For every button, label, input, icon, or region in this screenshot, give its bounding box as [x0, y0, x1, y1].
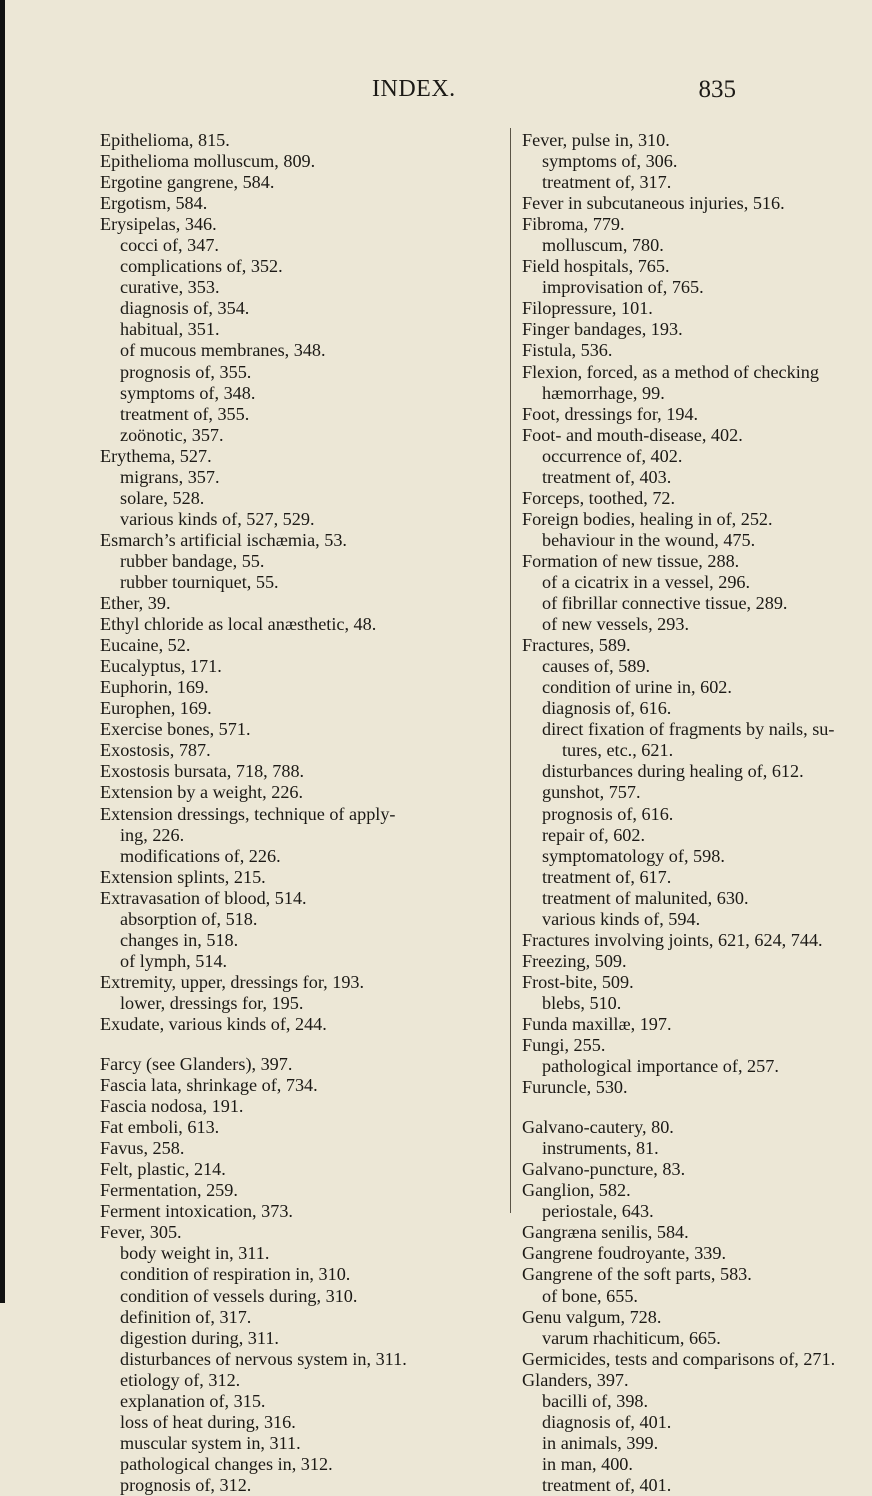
index-subentry: treatment of, 317.: [542, 172, 672, 193]
index-entry: Genu valgum, 728.: [522, 1306, 662, 1327]
index-subentry: in man, 400.: [542, 1453, 633, 1474]
index-entry: Gangrene of the soft parts, 583.: [522, 1264, 752, 1285]
index-entry: Gangræna senilis, 584.: [522, 1222, 689, 1243]
index-entry: Exostosis bursata, 718, 788.: [100, 761, 305, 782]
index-subentry: treatment of, 401.: [542, 1474, 672, 1495]
page-edge-shadow: [0, 0, 5, 1303]
index-subentry: tures, etc., 621.: [562, 740, 674, 761]
index-entry: Fermentation, 259.: [100, 1180, 238, 1201]
index-entry: Fungi, 255.: [522, 1035, 606, 1056]
index-entry: Flexion, forced, as a method of checking: [522, 361, 819, 382]
index-subentry: pathological importance of, 257.: [542, 1056, 779, 1077]
index-subentry: complications of, 352.: [120, 256, 283, 277]
index-entry: Glanders, 397.: [522, 1369, 629, 1390]
index-entry: Foot- and mouth-disease, 402.: [522, 424, 743, 445]
index-subentry: definition of, 317.: [120, 1306, 252, 1327]
index-entry: Eucaine, 52.: [100, 635, 191, 656]
index-entry: Ergotism, 584.: [100, 193, 208, 214]
index-subentry: of a cicatrix in a vessel, 296.: [542, 571, 751, 592]
index-entry: Germicides, tests and comparisons of, 271.: [522, 1348, 836, 1369]
index-subentry: migrans, 357.: [120, 466, 220, 487]
index-entry: Farcy (see Glanders), 397.: [100, 1054, 293, 1075]
index-entry: Erythema, 527.: [100, 445, 212, 466]
index-entry: Galvano-cautery, 80.: [522, 1117, 674, 1138]
index-entry: Fistula, 536.: [522, 340, 613, 361]
index-subentry: direct fixation of fragments by nails, su-: [542, 719, 835, 740]
index-subentry: prognosis of, 616.: [542, 803, 674, 824]
index-subentry: rubber bandage, 55.: [120, 550, 265, 571]
index-subentry: causes of, 589.: [542, 656, 651, 677]
index-subentry: condition of urine in, 602.: [542, 677, 732, 698]
index-subentry: body weight in, 311.: [120, 1243, 270, 1264]
index-subentry: zoönotic, 357.: [120, 424, 224, 445]
index-subentry: explanation of, 315.: [120, 1390, 266, 1411]
index-entry: Exostosis, 787.: [100, 740, 211, 761]
index-subentry: periostale, 643.: [542, 1201, 654, 1222]
index-subentry: varum rhachiticum, 665.: [542, 1327, 721, 1348]
index-subentry: changes in, 518.: [120, 929, 239, 950]
index-entry: Favus, 258.: [100, 1138, 185, 1159]
index-entry: Fractures involving joints, 621, 624, 744.: [522, 929, 823, 950]
index-subentry: bacilli of, 398.: [542, 1390, 649, 1411]
index-entry: Field hospitals, 765.: [522, 256, 670, 277]
index-entry: Extravasation of blood, 514.: [100, 887, 307, 908]
index-subentry: treatment of, 355.: [120, 403, 250, 424]
index-subentry: diagnosis of, 616.: [542, 698, 672, 719]
index-entry: Ether, 39.: [100, 593, 171, 614]
index-subentry: of bone, 655.: [542, 1285, 638, 1306]
page-header: [0, 76, 800, 110]
index-entry: Ganglion, 582.: [522, 1180, 631, 1201]
index-entry: Ethyl chloride as local anæsthetic, 48.: [100, 614, 377, 635]
page-number: 835: [698, 76, 736, 103]
index-entry: Exudate, various kinds of, 244.: [100, 1013, 327, 1034]
index-subentry: instruments, 81.: [542, 1138, 659, 1159]
index-entry: Filopressure, 101.: [522, 298, 653, 319]
index-subentry: prognosis of, 312.: [120, 1474, 252, 1495]
index-entry: Exercise bones, 571.: [100, 719, 251, 740]
index-subentry: behaviour in the wound, 475.: [542, 529, 756, 550]
index-entry: Eucalyptus, 171.: [100, 656, 222, 677]
index-entry: Ferment intoxication, 373.: [100, 1201, 293, 1222]
index-subentry: various kinds of, 594.: [542, 908, 701, 929]
index-subentry: habitual, 351.: [120, 319, 220, 340]
index-subentry: solare, 528.: [120, 487, 205, 508]
index-subentry: treatment of, 617.: [542, 866, 672, 887]
index-entry: Ergotine gangrene, 584.: [100, 172, 275, 193]
index-column-left: [100, 130, 508, 1496]
index-subentry: etiology of, 312.: [120, 1369, 241, 1390]
index-entry: Erysipelas, 346.: [100, 214, 217, 235]
index-subentry: absorption of, 518.: [120, 908, 258, 929]
index-entry: Extension splints, 215.: [100, 866, 266, 887]
index-entry: Formation of new tissue, 288.: [522, 550, 740, 571]
index-entry: Forceps, toothed, 72.: [522, 487, 676, 508]
index-subentry: hæmorrhage, 99.: [542, 382, 665, 403]
index-subentry: symptomatology of, 598.: [542, 845, 725, 866]
index-subentry: ing, 226.: [120, 824, 185, 845]
index-subentry: of lymph, 514.: [120, 950, 228, 971]
index-subentry: disturbances during healing of, 612.: [542, 761, 804, 782]
index-subentry: pathological changes in, 312.: [120, 1453, 333, 1474]
index-subentry: condition of respiration in, 310.: [120, 1264, 351, 1285]
index-entry: Foot, dressings for, 194.: [522, 403, 699, 424]
column-divider: [510, 128, 511, 1213]
index-subentry: various kinds of, 527, 529.: [120, 508, 315, 529]
index-subentry: in animals, 399.: [542, 1432, 659, 1453]
index-column-right: [522, 130, 872, 1496]
index-subentry: curative, 353.: [120, 277, 220, 298]
index-entry: Fractures, 589.: [522, 635, 631, 656]
index-subentry: condition of vessels during, 310.: [120, 1285, 358, 1306]
index-subentry: rubber tourniquet, 55.: [120, 571, 279, 592]
index-subentry: improvisation of, 765.: [542, 277, 704, 298]
index-subentry: prognosis of, 355.: [120, 361, 252, 382]
index-entry: Fibroma, 779.: [522, 214, 625, 235]
index-subentry: blebs, 510.: [542, 992, 622, 1013]
index-entry: Fever in subcutaneous injuries, 516.: [522, 193, 785, 214]
index-entry: Extension by a weight, 226.: [100, 782, 304, 803]
index-subentry: diagnosis of, 401.: [542, 1411, 672, 1432]
index-subentry: disturbances of nervous system in, 311.: [120, 1348, 407, 1369]
index-subentry: repair of, 602.: [542, 824, 646, 845]
index-subentry: gunshot, 757.: [542, 782, 641, 803]
index-entry: Extension dressings, technique of apply-: [100, 803, 396, 824]
index-subentry: cocci of, 347.: [120, 235, 219, 256]
index-entry: Fever, 305.: [100, 1222, 182, 1243]
index-subentry: muscular system in, 311.: [120, 1432, 301, 1453]
index-subentry: lower, dressings for, 195.: [120, 992, 304, 1013]
index-entry: Gangrene foudroyante, 339.: [522, 1243, 727, 1264]
index-subentry: of fibrillar connective tissue, 289.: [542, 593, 788, 614]
index-entry: Foreign bodies, healing in of, 252.: [522, 508, 773, 529]
index-entry: Funda maxillæ, 197.: [522, 1013, 672, 1034]
index-entry: Europhen, 169.: [100, 698, 212, 719]
index-subentry: symptoms of, 306.: [542, 151, 678, 172]
index-entry: Furuncle, 530.: [522, 1077, 628, 1098]
index-entry: Fascia lata, shrinkage of, 734.: [100, 1075, 318, 1096]
index-subentry: of new vessels, 293.: [542, 614, 689, 635]
index-entry: Euphorin, 169.: [100, 677, 209, 698]
index-entry: Felt, plastic, 214.: [100, 1159, 226, 1180]
index-entry: Epithelioma molluscum, 809.: [100, 151, 316, 172]
index-entry: Esmarch’s artificial ischæmia, 53.: [100, 529, 347, 550]
index-subentry: of mucous membranes, 348.: [120, 340, 326, 361]
index-subentry: symptoms of, 348.: [120, 382, 256, 403]
index-subentry: occurrence of, 402.: [542, 445, 683, 466]
section-gap: [522, 1098, 872, 1117]
index-subentry: modifications of, 226.: [120, 845, 281, 866]
index-subentry: digestion during, 311.: [120, 1327, 279, 1348]
index-entry: Extremity, upper, dressings for, 193.: [100, 971, 365, 992]
index-entry: Freezing, 509.: [522, 950, 627, 971]
index-entry: Galvano-puncture, 83.: [522, 1159, 686, 1180]
index-subentry: treatment of, 403.: [542, 466, 672, 487]
running-head-title: INDEX.: [372, 76, 456, 102]
index-subentry: treatment of malunited, 630.: [542, 887, 749, 908]
index-subentry: molluscum, 780.: [542, 235, 664, 256]
index-entry: Finger bandages, 193.: [522, 319, 683, 340]
index-subentry: diagnosis of, 354.: [120, 298, 250, 319]
index-entry: Fascia nodosa, 191.: [100, 1096, 244, 1117]
index-entry: Frost-bite, 509.: [522, 971, 634, 992]
index-entry: Epithelioma, 815.: [100, 130, 230, 150]
index-entry: Fat emboli, 613.: [100, 1117, 220, 1138]
index-entry: Fever, pulse in, 310.: [522, 130, 670, 150]
index-subentry: loss of heat during, 316.: [120, 1411, 296, 1432]
section-gap: [100, 1035, 508, 1054]
